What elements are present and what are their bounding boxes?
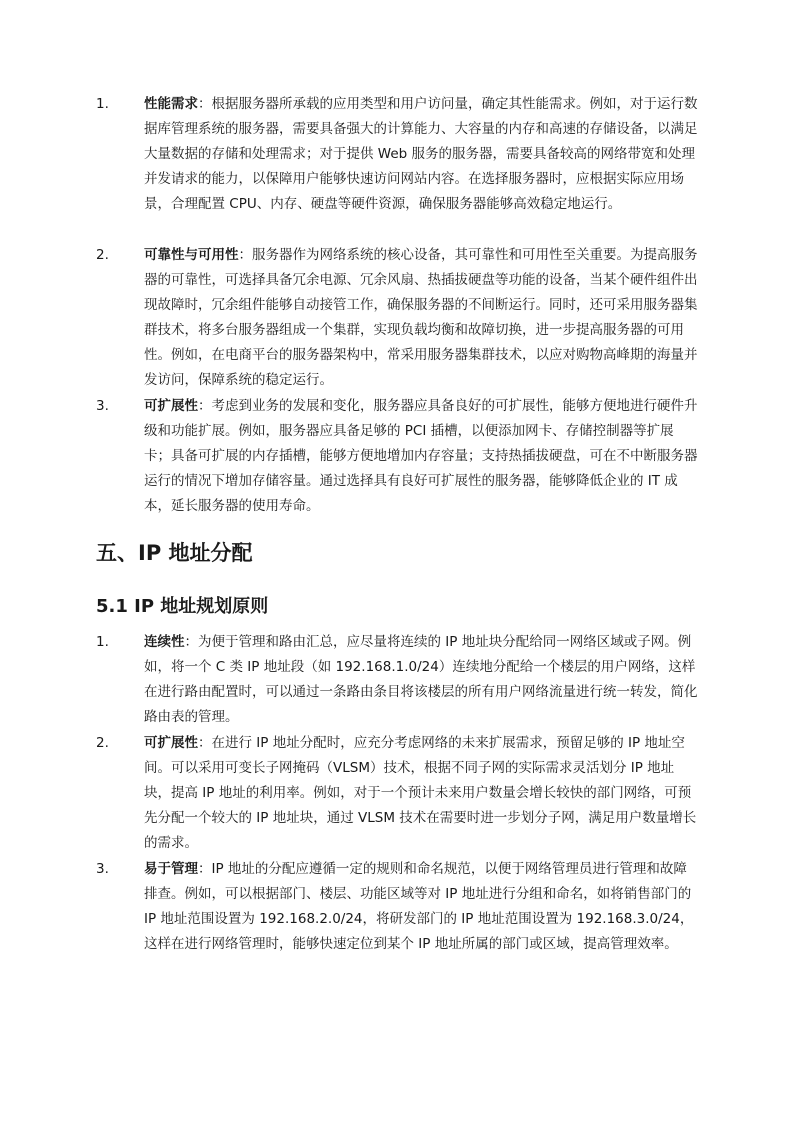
list-number: 1. bbox=[96, 634, 109, 650]
ip-planning-principles-list bbox=[0, 630, 794, 983]
list-item-body: ：IP 地址的分配应遵循一定的规则和命名规范，以便于网络管理员进行管理和故障排查。例如，可以根据部门、楼层、功能区域等对 IP 地址进行分组和命名，如将销售部门的 IP 地址范围设置为 192.168.2.0/24，将研发部门的 IP 地址范围设置为 192.168.3.0/24，这样在进行网络管理时，能够快速定位到某个 IP 地址所属的部门或区域，提高管理效率。 bbox=[144, 861, 694, 952]
list-item-term: 可靠性与可用性 bbox=[144, 247, 239, 263]
list-item bbox=[0, 243, 794, 394]
list-item-body: ：根据服务器所承载的应用类型和用户访问量，确定其性能需求。例如，对于运行数据库管理系统的服务器，需要具备强大的计算能力、大容量的内存和高速的存储设备，以满足大量数据的存储和处理需求；对于提供 Web 服务的服务器，需要具备较高的网络带宽和处理并发请求的能力，以保障用户能够快速访问网站内容。在选择服务器时，应根据实际应用场景，合理配置 CPU、内存、硬盘等硬件资源，确保服务器能够高效稳定地运行。 bbox=[144, 96, 698, 212]
list-item-text bbox=[144, 243, 700, 393]
list-number: 1. bbox=[96, 96, 109, 112]
server-requirements-list bbox=[0, 92, 794, 520]
list-item-term: 连续性 bbox=[144, 634, 185, 650]
list-number: 2. bbox=[96, 247, 109, 263]
list-number: 2. bbox=[96, 735, 109, 751]
section-heading: 五、IP 地址分配 bbox=[96, 541, 253, 565]
list-item-text bbox=[144, 92, 700, 217]
list-item bbox=[0, 630, 794, 731]
list-item bbox=[0, 857, 794, 983]
list-item-text bbox=[144, 731, 700, 856]
list-item-term: 易于管理 bbox=[144, 861, 198, 877]
list-item-text bbox=[144, 394, 700, 519]
list-item bbox=[0, 731, 794, 857]
list-item-body: ：服务器作为网络系统的核心设备，其可靠性和可用性至关重要。为提高服务器的可靠性，可选择具备冗余电源、冗余风扇、热插拔硬盘等功能的设备，当某个硬件组件出现故障时，冗余组件能够自动接管工作，确保服务器的不间断运行。同时，还可采用服务器集群技术，将多台服务器组成一个集群，实现负载均衡和故障切换，进一步提高服务器的可用性。例如，在电商平台的服务器架构中，常采用服务器集群技术，以应对购物高峰期的海量并发访问，保障系统的稳定运行。 bbox=[144, 247, 698, 388]
list-item bbox=[0, 394, 794, 520]
list-item-body: ：在进行 IP 地址分配时，应充分考虑网络的未来扩展需求，预留足够的 IP 地址空间。可以采用可变长子网掩码（VLSM）技术，根据不同子网的实际需求灵活划分 IP 地址块，提高 IP 地址的利用率。例如，对于一个预计未来用户数量会增长较快的部门网络，可预先分配一个较大的 IP 地址块，通过 VLSM 技术在需要时进一步划分子网，满足用户数量增长的需求。 bbox=[144, 735, 697, 851]
subsection-heading: 5.1 IP 地址规划原则 bbox=[96, 596, 269, 617]
list-item-term: 可扩展性 bbox=[144, 735, 198, 751]
list-item-body: ：为便于管理和路由汇总，应尽量将连续的 IP 地址块分配给同一网络区域或子网。例如，将一个 C 类 IP 地址段（如 192.168.1.0/24）连续地分配给一个楼层的用户网络，这样在进行路由配置时，可以通过一条路由条目将该楼层的所有用户网络流量进行统一转发，简化路由表的管理。 bbox=[144, 634, 698, 725]
list-item-body: ：考虑到业务的发展和变化，服务器应具备良好的可扩展性，能够方便地进行硬件升级和功能扩展。例如，服务器应具备足够的 PCI 插槽，以便添加网卡、存储控制器等扩展卡；具备可扩展的内存插槽，能够方便地增加内存容量；支持热插拔硬盘，可在不中断服务器运行的情况下增加存储容量。通过选择具有良好可扩展性的服务器，能够降低企业的 IT 成本，延长服务器的使用寿命。 bbox=[144, 398, 698, 514]
list-item-term: 性能需求 bbox=[144, 96, 198, 112]
list-item-term: 可扩展性 bbox=[144, 398, 198, 414]
list-item bbox=[0, 92, 794, 243]
list-number: 3. bbox=[96, 861, 109, 877]
list-number: 3. bbox=[96, 398, 109, 414]
list-item-text bbox=[144, 857, 700, 957]
list-item-text bbox=[144, 630, 700, 730]
